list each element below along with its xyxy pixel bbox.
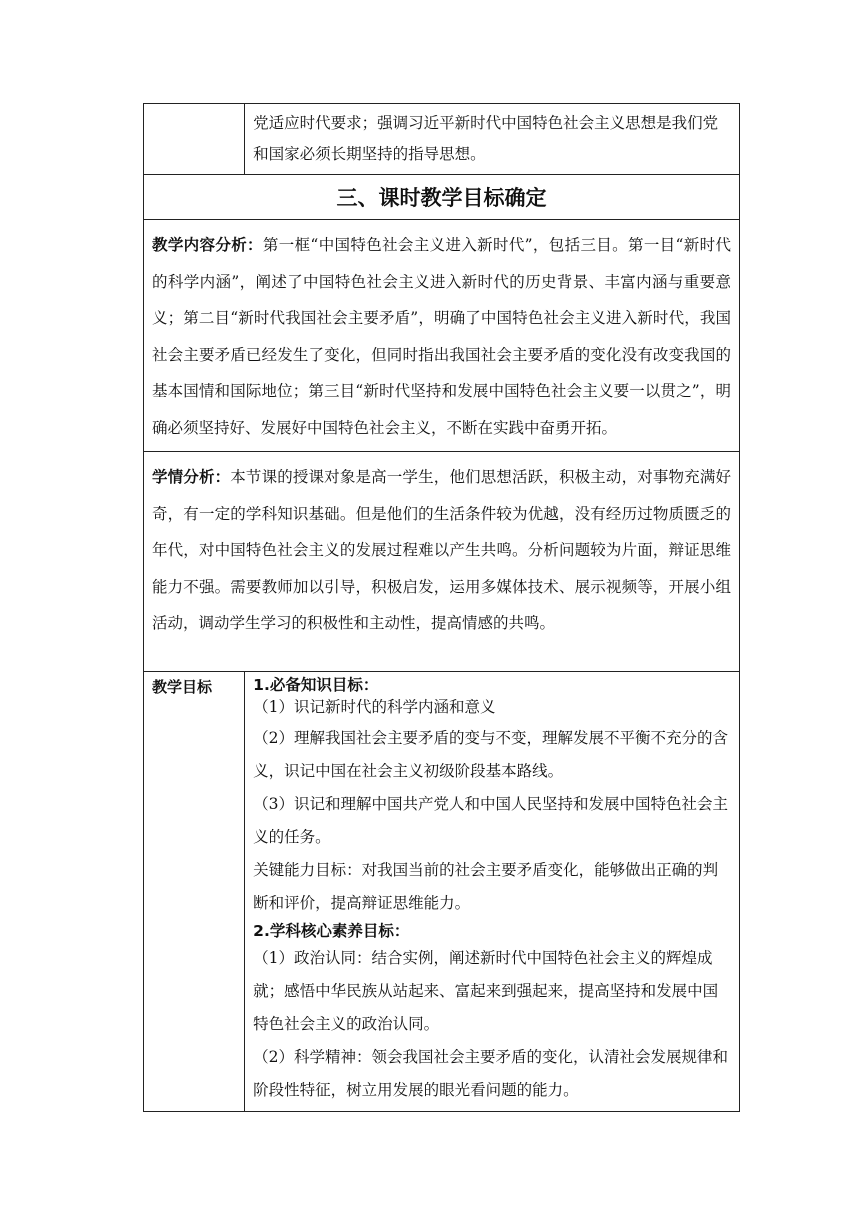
knowledge-item: （2）理解我国社会主要矛盾的变与不变，理解发展不平衡不充分的含义，识记中国在社会主义初级阶段基本路线。 [253, 729, 729, 780]
knowledge-item: （1）识记新时代的科学内涵和意义 [253, 698, 496, 716]
literacy-item: （1）政治认同：结合实例，阐述新时代中国特色社会主义的辉煌成就；感悟中华民族从站起来、富起来到强起来，提高坚持和发展中国特色社会主义的政治认同。 [253, 949, 719, 1033]
knowledge-item: （3）识记和理解中国共产党人和中国人民坚持和发展中国特色社会主义的任务。 [253, 795, 729, 846]
continuation-row [144, 104, 740, 175]
section-heading: 三、课时教学目标确定 [144, 175, 740, 220]
student-analysis-row [144, 452, 740, 672]
literacy-item: （2）科学精神：领会我国社会主要矛盾的变化，认清社会发展规律和阶段性特征，树立用发展的眼光看问题的能力。 [253, 1048, 729, 1099]
objectives-cell [245, 672, 740, 1112]
content-analysis-row [144, 220, 740, 452]
content-analysis-cell [144, 220, 740, 452]
content-analysis-label: 教学内容分析： [152, 236, 263, 254]
content-analysis-text: 第一框“中国特色社会主义进入新时代”，包括三目。第一目“新时代的科学内涵”，阐述了中国特色社会主义进入新时代的历史背景、丰富内涵与重要意义；第二目“新时代我国社会主要矛盾”，明确了中国特色社会主义进入新时代，我国社会主要矛盾已经发生了变化，但同时指出我国社会主要矛盾的变化没有改变我国的基本国情和国际地位；第三目“新时代坚持和发展中国特色社会主义要一以贯之”，明确必须坚持好、发展好中国特色社会主义，不断在实践中奋勇开拓。 [152, 236, 731, 437]
objectives-label: 教学目标 [144, 672, 245, 1112]
lesson-plan-table [143, 103, 740, 1112]
student-analysis-label: 学情分析： [152, 468, 231, 486]
continuation-text: 党适应时代要求；强调习近平新时代中国特色社会主义思想是我们党和国家必须长期坚持的指导思想。 [245, 104, 740, 175]
key-ability-text: 关键能力目标：对我国当前的社会主要矛盾变化，能够做出正确的判断和评价，提高辩证思维能力。 [253, 861, 719, 912]
objectives-row [144, 672, 740, 1112]
student-analysis-cell [144, 452, 740, 672]
knowledge-heading: 1.必备知识目标： [253, 676, 379, 694]
continuation-label-cell [144, 104, 245, 175]
literacy-heading: 2.学科核心素养目标： [253, 922, 410, 940]
student-analysis-text: 本节课的授课对象是高一学生，他们思想活跃，积极主动，对事物充满好奇，有一定的学科知识基础。但是他们的生活条件较为优越，没有经历过物质匮乏的年代，对中国特色社会主义的发展过程难以产生共鸣。分析问题较为片面，辩证思维能力不强。需要教师加以引导，积极启发，运用多媒体技术、展示视频等，开展小组活动，调动学生学习的积极性和主动性，提高情感的共鸣。 [152, 468, 731, 632]
section-heading-row [144, 175, 740, 220]
